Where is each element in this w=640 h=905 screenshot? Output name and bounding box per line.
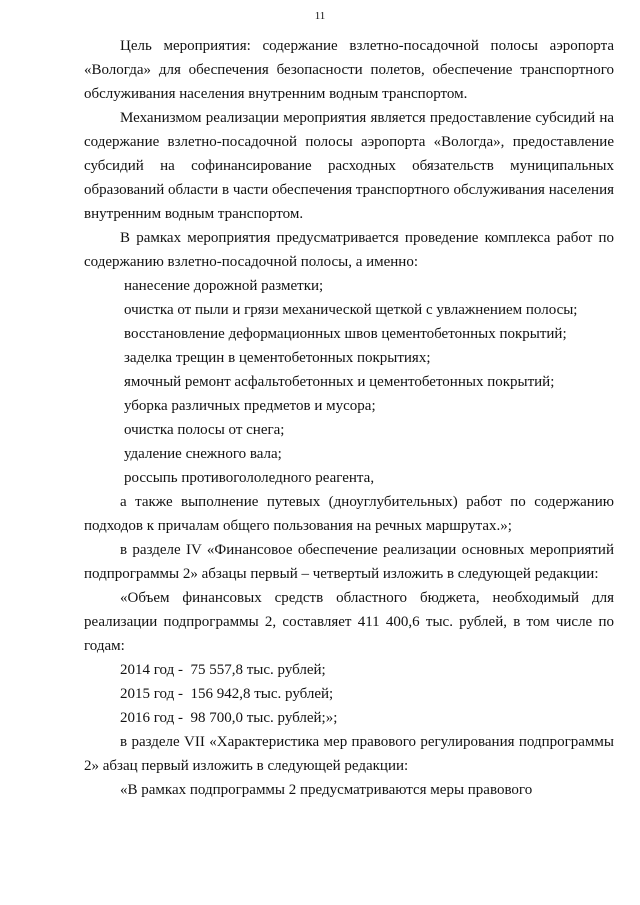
works-list	[84, 274, 614, 490]
list-item: россыпь противогололедного реагента,	[124, 470, 375, 486]
paragraph-mechanism: Механизмом реализации мероприятия является предоставление субсидий на содержание взлетно-посадочной полосы аэропорта «Вологда», предоставление субсидий на софинансирование расходных обязательств муниципальных образований области в части обеспечения транспортного обслуживания населения внутренним водным транспортом.	[84, 110, 614, 222]
paragraph-section-iv: в разделе IV «Финансовое обеспечение реализации основных мероприятий подпрограммы 2» абзацы первый – четвертый изложить в следующей редакции:	[84, 542, 614, 582]
list-item: удаление снежного вала;	[124, 446, 282, 462]
budget-year-row: 2014 год - 75 557,8 тыс. рублей;	[120, 662, 326, 678]
budget-year-row: 2015 год - 156 942,8 тыс. рублей;	[120, 686, 334, 702]
budget-year-row: 2016 год - 98 700,0 тыс. рублей;»;	[120, 710, 338, 726]
paragraph-budget-total: «Объем финансовых средств областного бюджета, необходимый для реализации подпрограммы 2, составляет 411 400,6 тыс. рублей, в том числе по годам:	[84, 590, 614, 654]
paragraph-section-vii: в разделе VII «Характеристика мер правового регулирования подпрограммы 2» абзац первый изложить в следующей редакции:	[84, 734, 614, 774]
budget-by-year	[84, 658, 614, 730]
page-number: 11	[314, 10, 326, 22]
list-item: уборка различных предметов и мусора;	[124, 398, 376, 414]
paragraph-goal: Цель мероприятия: содержание взлетно-посадочной полосы аэропорта «Вологда» для обеспечения безопасности полетов, обеспечение транспортного обслуживания населения внутренним водным транспортом.	[84, 38, 614, 102]
list-item: нанесение дорожной разметки;	[124, 278, 324, 294]
list-item: ямочный ремонт асфальтобетонных и цементобетонных покрытий;	[124, 374, 555, 390]
list-item: очистка от пыли и грязи механической щеткой с увлажнением полосы;	[124, 302, 578, 318]
paragraph-works-intro: В рамках мероприятия предусматривается проведение комплекса работ по содержанию взлетно-посадочной полосы, а именно:	[84, 230, 614, 270]
paragraph-legal-measures: «В рамках подпрограммы 2 предусматриваются меры правового	[120, 782, 533, 798]
document-body	[84, 34, 614, 802]
list-item: очистка полосы от снега;	[124, 422, 285, 438]
list-item: заделка трещин в цементобетонных покрытиях;	[124, 350, 431, 366]
list-item: восстановление деформационных швов цементобетонных покрытий;	[124, 326, 567, 342]
paragraph-waterway-works: а также выполнение путевых (дноуглубительных) работ по содержанию подходов к причалам общего пользования на речных маршрутах.»;	[84, 494, 614, 534]
